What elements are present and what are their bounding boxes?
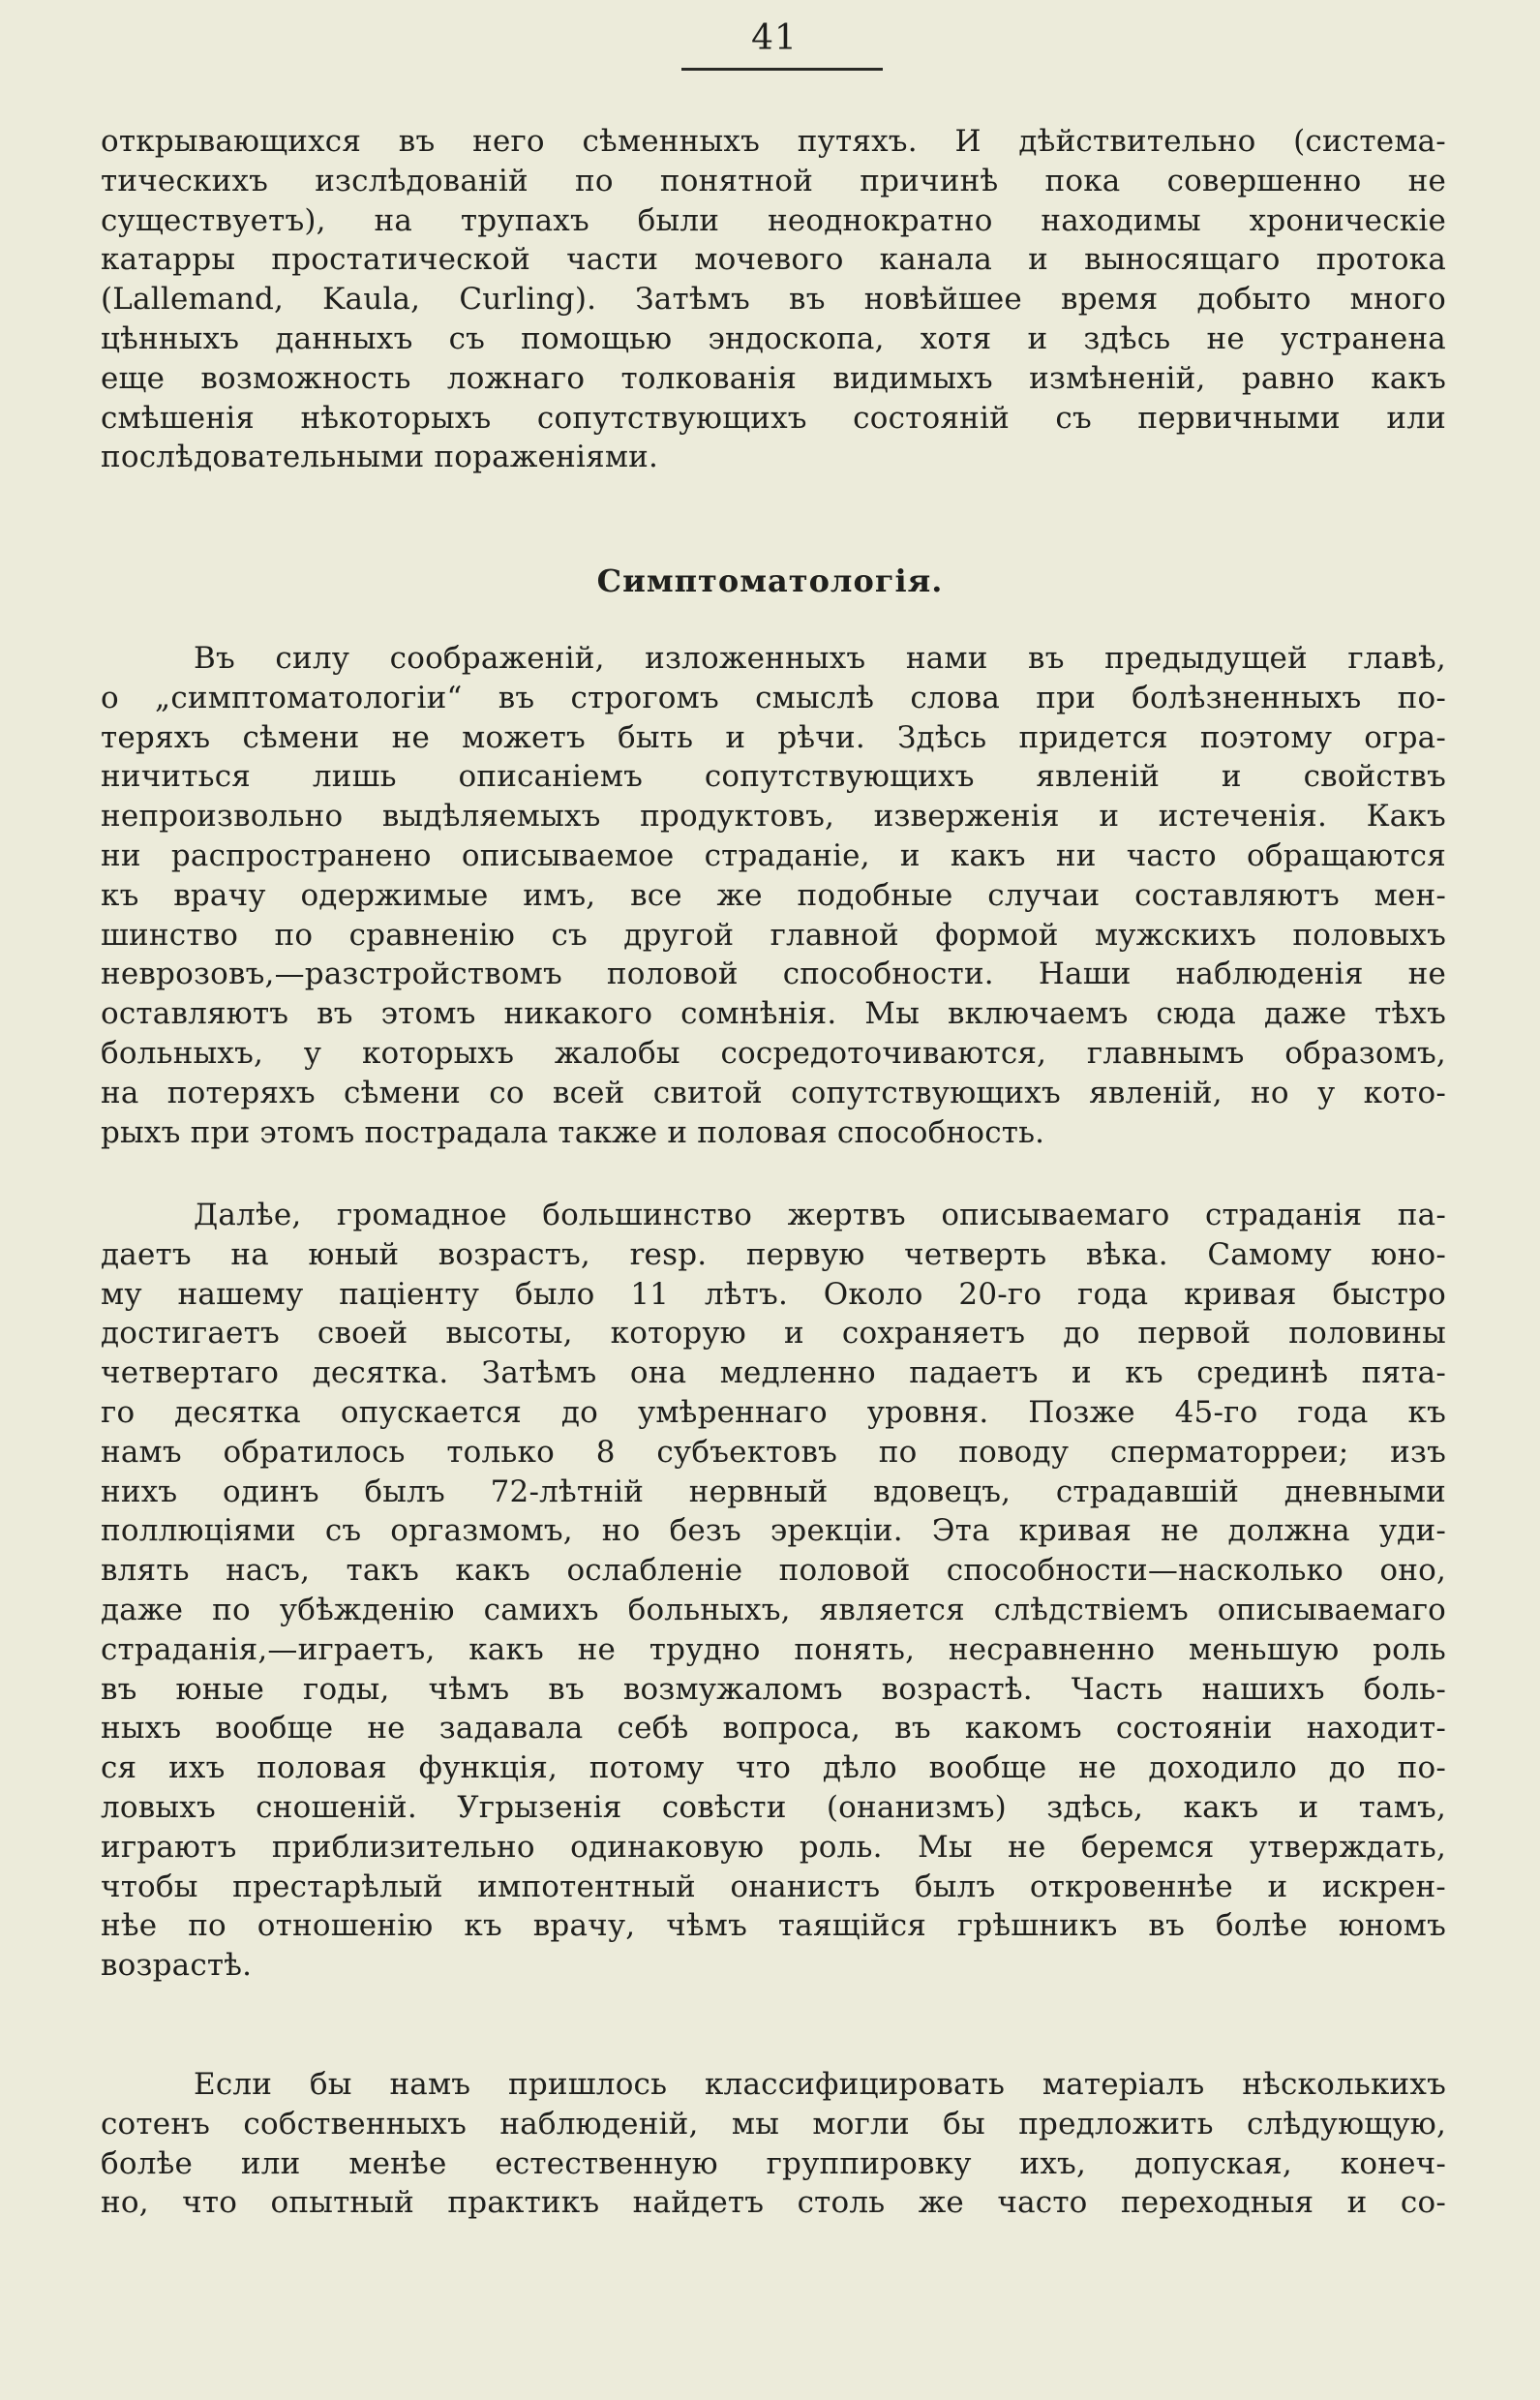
text-line: къ врачу одержимые имъ, все же подобные случаи составляютъ мен- [101,877,1446,913]
text-line: ся ихъ половая функція, потому что дѣло вообще не доходило до по- [101,1750,1446,1786]
text-line: рыхъ при этомъ пострадала также и половая способность. [101,1114,1045,1150]
text-line: четвертаго десятка. Затѣмъ она медленно падаетъ и къ срединѣ пята- [101,1355,1446,1391]
text-line: послѣдовательными пораженіями. [101,440,659,475]
text-line: катарры простатической части мочевого канала и выносящаго протока [101,242,1446,278]
paragraph-4 [101,2065,1446,2223]
text-line: Въ силу соображеній, изложенныхъ нами въ предыдущей главѣ, [194,641,1446,676]
text-line: поллюціями съ оргазмомъ, но безъ эрекціи. Эта кривая не должна уди- [101,1513,1446,1549]
text-line: даетъ на юный возрастъ, resp. первую четверть вѣка. Самому юно- [101,1236,1446,1272]
section-heading: Симптоматологія. [596,562,944,599]
text-line: го десятка опускается до умѣреннаго уровня. Позже 45-го года къ [101,1394,1446,1430]
text-line: намъ обратилось только 8 субъектовъ по поводу сперматорреи; изъ [101,1434,1446,1470]
text-line: (Lallemand, Kaula, Curling). Затѣмъ въ новѣйшее время добыто много [101,282,1446,318]
text-line: на потеряхъ сѣмени со всей свитой сопутствующихъ явленій, но у кото- [101,1075,1446,1110]
text-line: даже по убѣжденію самихъ больныхъ, является слѣдствіемъ описываемаго [101,1592,1446,1627]
paragraph-3 [101,1196,1446,1986]
text-line: страданія,—играетъ, какъ не трудно понять, несравненно меньшую роль [101,1631,1446,1667]
text-line: сотенъ собственныхъ наблюденій, мы могли бы предложить слѣдующую, [101,2106,1446,2142]
text-line: ни распространено описываемое страданіе, и какъ ни часто обращаются [101,837,1446,873]
text-line: больныхъ, у которыхъ жалобы сосредоточиваются, главнымъ образомъ, [101,1035,1446,1071]
text-line: возрастѣ. [101,1948,253,1984]
text-line: открывающихся въ него сѣменныхъ путяхъ. И дѣйствительно (система- [101,124,1446,159]
text-line: му нашему паціенту было 11 лѣтъ. Около 20-го года кривая быстро [101,1276,1446,1312]
text-line: достигаетъ своей высоты, которую и сохраняетъ до первой половины [101,1316,1446,1352]
text-line: еще возможность ложнаго толкованія видимыхъ измѣненій, равно какъ [101,360,1446,396]
text-line: Далѣе, громадное большинство жертвъ описываемаго страданія па- [194,1198,1446,1232]
text-line: оставляютъ въ этомъ никакого сомнѣнія. Мы включаемъ сюда даже тѣхъ [101,996,1446,1032]
text-line: нихъ одинъ былъ 72-лѣтній нервный вдовецъ, страдавшій дневными [101,1473,1446,1509]
text-line: болѣе или менѣе естественную группировку ихъ, допуская, конеч- [101,2145,1446,2181]
text-line: ничиться лишь описаніемъ сопутствующихъ явленій и свойствъ [101,759,1446,795]
text-line: теряхъ сѣмени не можетъ быть и рѣчи. Здѣсь придется поэтому огра- [101,719,1446,755]
text-line: Если бы намъ пришлось классифицировать матеріалъ нѣсколькихъ [194,2067,1446,2102]
text-line: ныхъ вообще не задавала себѣ вопроса, въ какомъ состояніи находит- [101,1711,1446,1747]
text-line: неврозовъ,—разстройствомъ половой способности. Наши наблюденія не [101,957,1446,992]
text-line: играютъ приблизительно одинаковую роль. Мы не беремся утверждать, [101,1829,1446,1865]
text-line: чтобы престарѣлый импотентный онанистъ былъ откровеннѣе и искрен- [101,1868,1446,1904]
text-line: существуетъ), на трупахъ были неоднократно находимы хроническіе [101,202,1446,238]
text-line: но, что опытный практикъ найдетъ столь же часто переходныя и со- [101,2185,1446,2221]
text-line: влять насъ, такъ какъ ослабленіе половой способности—насколько оно, [101,1553,1446,1589]
header-rule [681,68,883,71]
text-line: нѣе по отношенію къ врачу, чѣмъ таящійся грѣшникъ въ болѣе юномъ [101,1908,1446,1944]
paragraph-1 [101,122,1446,477]
page-number: 41 [751,18,798,58]
text-line: цѣнныхъ данныхъ съ помощью эндоскопа, хотя и здѣсь не устранена [101,320,1446,356]
text-line: смѣшенія нѣкоторыхъ сопутствующихъ состояній съ первичными или [101,400,1446,436]
text-line: шинство по сравненію съ другой главной формой мужскихъ половыхъ [101,917,1446,953]
text-line: тическихъ изслѣдованій по понятной причинѣ пока совершенно не [101,163,1446,198]
text-line: въ юные годы, чѣмъ въ возмужаломъ возрастѣ. Часть нашихъ боль- [101,1671,1446,1707]
text-line: о „симптоматологіи“ въ строгомъ смыслѣ слова при болѣзненныхъ по- [101,680,1446,715]
text-line: ловыхъ сношеній. Угрызенія совѣсти (онанизмъ) здѣсь, какъ и тамъ, [101,1789,1446,1825]
paragraph-2 [101,639,1446,1152]
text-line: непроизвольно выдѣляемыхъ продуктовъ, изверженія и истеченія. Какъ [101,799,1446,835]
